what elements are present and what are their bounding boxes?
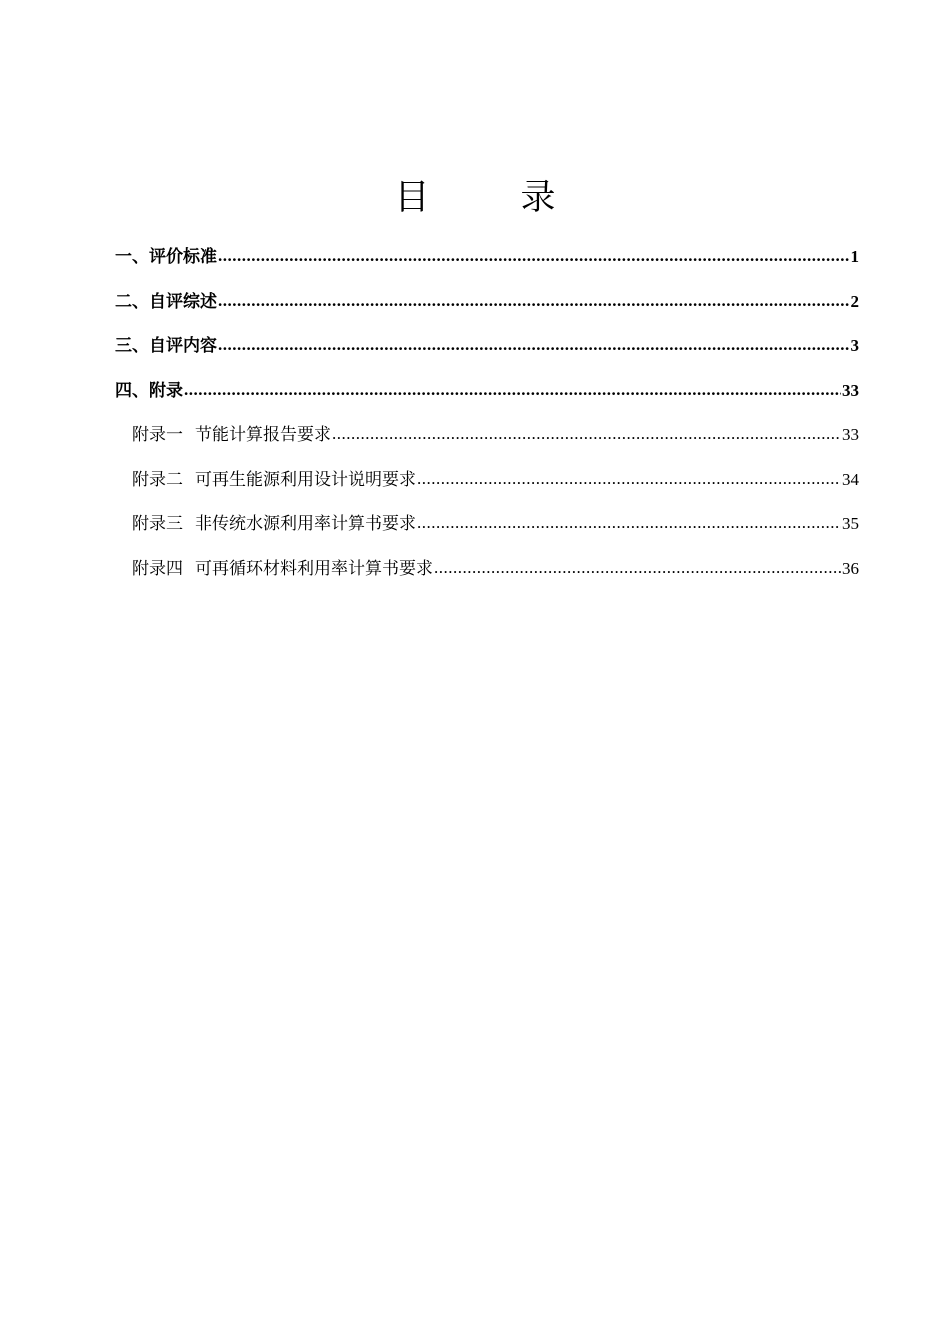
appendix-title: 节能计算报告要求 [195, 425, 331, 444]
toc-page-number: 2 [850, 291, 859, 311]
toc-entry-label: 三、自评内容 [115, 336, 217, 355]
appendix-number: 附录三 [132, 514, 183, 533]
appendix-number: 附录一 [132, 425, 183, 444]
toc-entry-appendix-3[interactable] [115, 507, 859, 552]
toc-entry-label [132, 463, 416, 497]
toc-page-number: 3 [850, 336, 859, 355]
appendix-number: 附录四 [132, 558, 183, 578]
dot-leader [218, 239, 850, 273]
toc-page-number: 35 [842, 514, 859, 533]
dot-leader [218, 284, 850, 318]
toc-entry-appendix[interactable] [115, 374, 859, 419]
dot-leader [332, 417, 841, 451]
toc-page-number: 33 [842, 380, 859, 400]
appendix-title: 可再循环材料利用率计算书要求 [195, 558, 433, 578]
toc-entry-label [132, 552, 433, 586]
toc-page-number: 33 [842, 425, 859, 444]
toc-entry-appendix-1[interactable] [115, 418, 859, 463]
toc-page-number: 36 [842, 558, 859, 578]
toc-entry-evaluation-standard[interactable] [115, 240, 859, 285]
appendix-title: 可再生能源利用设计说明要求 [195, 469, 416, 489]
table-of-contents [115, 240, 859, 596]
toc-entry-label [132, 507, 416, 541]
appendix-number: 附录二 [132, 469, 183, 489]
toc-entry-appendix-2[interactable] [115, 463, 859, 508]
toc-page-number: 1 [850, 247, 859, 266]
dot-leader [417, 462, 841, 496]
dot-leader [434, 551, 841, 585]
toc-entry-appendix-4[interactable] [115, 552, 859, 597]
toc-entry-label [132, 418, 331, 452]
toc-entry-label: 一、评价标准 [115, 247, 217, 266]
toc-entry-label: 二、自评综述 [115, 291, 217, 311]
toc-title: 目 录 [394, 178, 584, 217]
toc-page-number: 34 [842, 469, 859, 489]
toc-entry-self-assessment-content[interactable] [115, 329, 859, 374]
dot-leader [184, 373, 841, 407]
dot-leader [218, 328, 850, 362]
dot-leader [417, 506, 841, 540]
toc-entry-label: 四、附录 [115, 380, 183, 400]
appendix-title: 非传统水源利用率计算书要求 [195, 514, 416, 533]
toc-entry-self-assessment-summary[interactable] [115, 285, 859, 330]
